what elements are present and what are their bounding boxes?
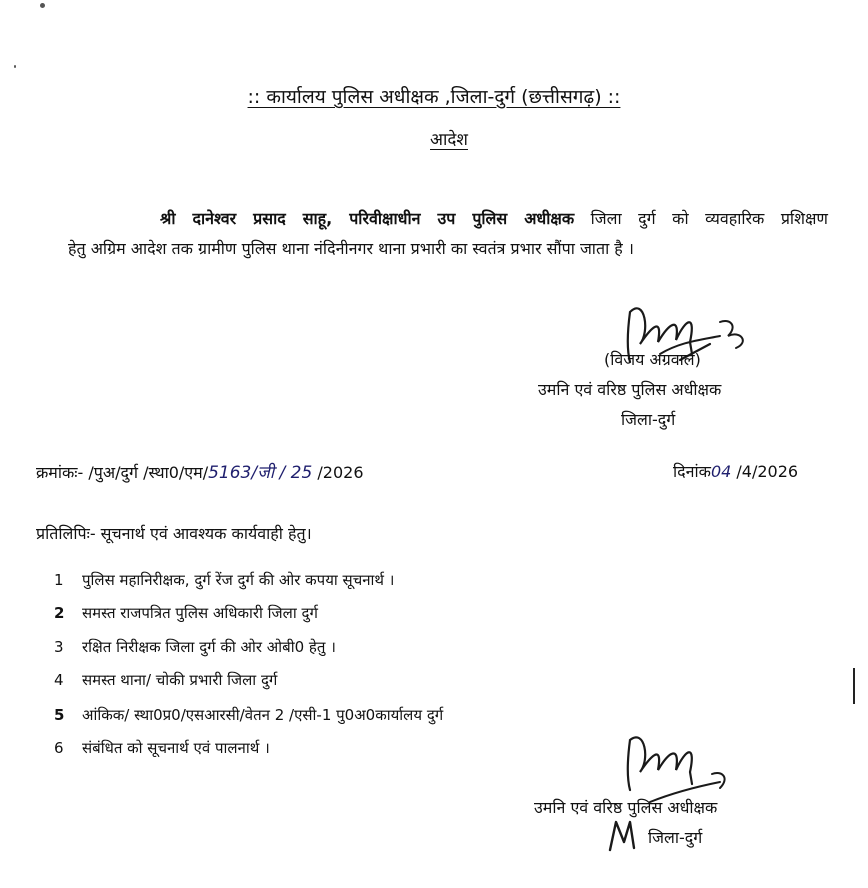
reference-year: /2026 (312, 463, 364, 482)
copy-item-number: 2 (54, 604, 65, 622)
signatory-district: जिला-दुर्ग (621, 410, 676, 429)
signatory-designation: उमनि एवं वरिष्ठ पुलिस अधीक्षक (538, 380, 722, 399)
officer-name: श्री दानेश्वर प्रसाद साहू, परिवीक्षाधीन उप पुलिस अधीक्षक (160, 209, 575, 228)
order-heading: आदेश (430, 130, 468, 150)
copy-item-text: आंकिक/ स्था0प्र0/एसआरसी/वेतन 2 /एसी-1 पु0अ0कार्यालय दुर्ग (82, 706, 444, 724)
copy-list-item (54, 637, 336, 657)
signatory-2-district: जिला-दुर्ग (648, 828, 703, 847)
copy-item-text: समस्त थाना/ चोकी प्रभारी जिला दुर्ग (82, 671, 278, 689)
date-day-handwritten: 04 (710, 462, 732, 481)
copy-item-number: 1 (54, 571, 64, 589)
copy-list-item (54, 603, 318, 623)
copy-list-item (54, 670, 277, 690)
copy-heading: प्रतिलिपिः- सूचनार्थ एवं आवश्यक कार्यवाही हेतु। (36, 524, 312, 543)
scan-speck (40, 3, 45, 8)
order-body (68, 204, 828, 264)
reference-number (36, 460, 364, 483)
order-date (673, 460, 798, 482)
order-body-line-2: हेतु अग्रिम आदेश तक ग्रामीण पुलिस थाना नंदिनीनगर थाना प्रभारी का स्वतंत्र प्रभार सौंपा जाता है । (68, 239, 634, 258)
date-label: दिनांक (673, 462, 711, 481)
copy-item-number: 5 (54, 706, 65, 724)
copy-item-number: 4 (54, 671, 64, 689)
signatory-2-designation: उमनि एवं वरिष्ठ पुलिस अधीक्षक (534, 798, 718, 817)
copy-item-text: संबंधित को सूचनार्थ एवं पालनार्थ । (82, 739, 270, 757)
copy-item-text: समस्त राजपत्रित पुलिस अधिकारी जिला दुर्ग (82, 604, 318, 622)
copy-item-number: 3 (54, 638, 64, 656)
copy-item-text: रक्षित निरीक्षक जिला दुर्ग की ओर ओबी0 हेतु । (82, 638, 336, 656)
reference-handwritten-number: 5163/जी / 25 (208, 463, 313, 483)
copy-list-item (54, 705, 443, 725)
reference-prefix: क्रमांकः- /पुअ/दुर्ग /स्था0/एम/ (36, 463, 209, 482)
copy-list-item (54, 570, 394, 590)
copy-list-item (54, 738, 270, 758)
scan-speck (14, 65, 16, 68)
copy-item-number: 6 (54, 739, 64, 757)
signatory-name: (विजय अग्रवाल) (604, 350, 701, 369)
office-title: :: कार्यालय पुलिस अधीक्षक ,जिला-दुर्ग (छत्तीसगढ़) :: (247, 86, 621, 108)
date-rest: /4/2026 (731, 462, 799, 481)
order-body-line-1-rest: जिला दुर्ग को व्यवहारिक प्रशिक्षण (574, 209, 828, 228)
scan-mark (853, 668, 855, 704)
order-body-line-1 (68, 204, 828, 234)
copy-item-text: पुलिस महानिरीक्षक, दुर्ग रेंज दुर्ग की ओर कपया सूचनार्थ । (82, 571, 395, 589)
